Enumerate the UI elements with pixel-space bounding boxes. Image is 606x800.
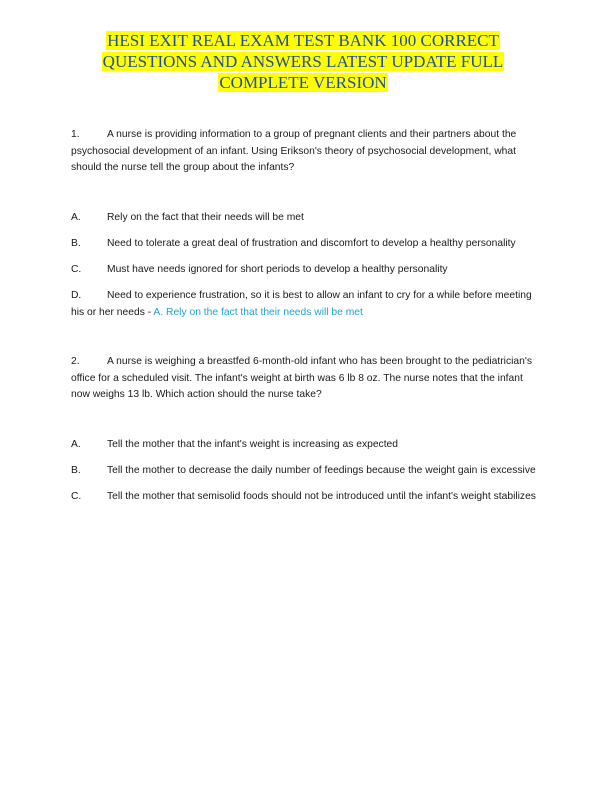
option-text: Need to tolerate a great deal of frustration and discomfort to develop a healthy personality	[107, 238, 516, 249]
question-text: A nurse is weighing a breastfed 6-month-old infant who has been brought to the pediatrician's office for a scheduled visit. The infant's weight at birth was 6 lb 8 oz. The nurse notes that the infant now weighs 13 lb. Which action should the nurse take?	[71, 356, 532, 400]
question-1-option-c	[71, 262, 541, 279]
question-1-option-b	[71, 236, 541, 253]
option-letter: C.	[71, 491, 82, 502]
option-text: Tell the mother that the infant's weight is increasing as expected	[107, 439, 399, 450]
option-text: Must have needs ignored for short periods to develop a healthy personality	[107, 264, 448, 275]
option-letter: A.	[71, 439, 81, 450]
option-letter: D.	[71, 290, 82, 301]
option-letter: C.	[71, 264, 82, 275]
option-text: Need to experience frustration, so it is best to allow an infant to cry for a while before meeting his or her needs -	[71, 290, 532, 318]
question-text: A nurse is providing information to a group of pregnant clients and their partners about the psychosocial development of an infant. Using Erikson's theory of psychosocial development, what should the nurse tell the group about the infants?	[71, 129, 517, 173]
answer-text: A. Rely on the fact that their needs will be met	[153, 306, 363, 318]
question-2-option-a	[71, 437, 541, 454]
question-1-option-d	[71, 288, 541, 321]
option-letter: A.	[71, 212, 81, 223]
question-number: 1.	[71, 129, 80, 140]
title-line-3: COMPLETE VERSION	[219, 73, 387, 92]
option-text: Rely on the fact that their needs will be met	[107, 212, 304, 223]
document-title	[60, 30, 546, 93]
title-line-2: QUESTIONS AND ANSWERS LATEST UPDATE FULL	[102, 52, 504, 71]
option-letter: B.	[71, 465, 81, 476]
question-2-option-b	[71, 463, 541, 480]
option-text: Tell the mother to decrease the daily number of feedings because the weight gain is excessive	[107, 465, 536, 476]
question-number: 2.	[71, 356, 80, 367]
option-text: Tell the mother that semisolid foods should not be introduced until the infant's weight stabilizes	[107, 491, 536, 502]
question-1-option-a	[71, 210, 541, 227]
question-2	[71, 354, 541, 404]
option-letter: B.	[71, 238, 81, 249]
title-line-1: HESI EXIT REAL EXAM TEST BANK 100 CORRECT	[107, 31, 499, 50]
question-2-option-c	[71, 489, 541, 506]
question-1	[71, 127, 541, 177]
